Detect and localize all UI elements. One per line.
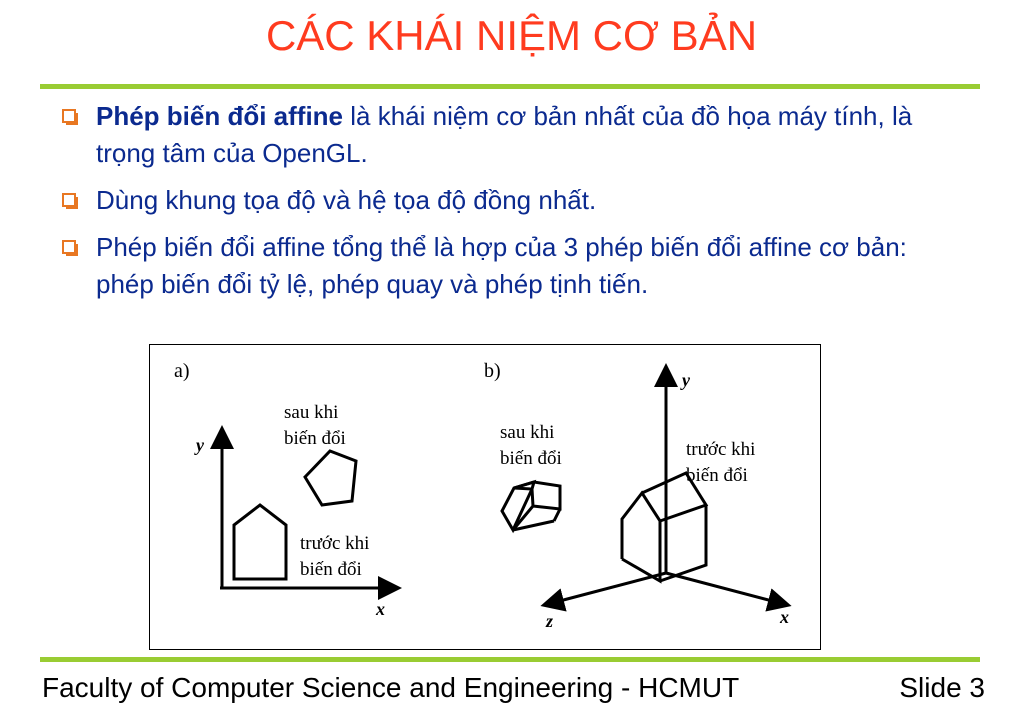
bullet-item bbox=[62, 182, 942, 219]
panel-a-x-label: x bbox=[376, 599, 385, 619]
panel-a-after-label: biến đổi bbox=[284, 428, 346, 449]
panel-b-x-label: x bbox=[780, 607, 789, 627]
panel-a-house-before bbox=[234, 505, 286, 579]
bullet-item bbox=[62, 98, 942, 172]
figure-drawing bbox=[150, 345, 822, 651]
panel-b-house-after bbox=[502, 482, 560, 530]
panel-b-before-label: trước khi bbox=[686, 439, 756, 460]
footer-faculty: Faculty of Computer Science and Engineering - HCMUT bbox=[42, 672, 740, 703]
panel-a-before-label: trước khi bbox=[300, 533, 370, 554]
panel-a-before-label: biến đổi bbox=[300, 559, 362, 580]
bullet-text: là khái niệm cơ bản nhất của đồ họa máy tính, là trọng tâm của OpenGL. bbox=[96, 101, 913, 168]
bullet-item bbox=[62, 229, 942, 303]
footer-slide-number: Slide 3 bbox=[899, 672, 985, 703]
top-divider bbox=[40, 84, 980, 89]
panel-a-after-label: sau khi bbox=[284, 402, 339, 423]
bullet-bold-term: Phép biến đổi affine bbox=[96, 101, 344, 131]
checkbox-bullet-icon bbox=[62, 240, 76, 254]
panel-b-label: b) bbox=[484, 360, 501, 382]
checkbox-bullet-icon bbox=[62, 109, 76, 123]
panel-b-before-label: biến đổi bbox=[686, 465, 748, 486]
panel-b-y-label: y bbox=[682, 370, 690, 390]
panel-b-z-axis bbox=[552, 573, 666, 603]
panel-b-x-axis bbox=[666, 573, 780, 603]
panel-b-house-before bbox=[622, 473, 706, 581]
bullet-text: Dùng khung tọa độ và hệ tọa độ đồng nhất. bbox=[96, 185, 597, 215]
panel-a-y-label: y bbox=[196, 435, 204, 455]
panel-b-z-label: z bbox=[546, 611, 554, 631]
slide-title: CÁC KHÁI NIỆM CƠ BẢN bbox=[265, 12, 758, 59]
panel-a-house-after bbox=[305, 451, 356, 505]
checkbox-bullet-icon bbox=[62, 193, 76, 207]
panel-b-after-label: sau khi bbox=[500, 422, 555, 443]
panel-b-after-label: biến đổi bbox=[500, 448, 562, 469]
bullet-list bbox=[62, 98, 942, 313]
bullet-text: Phép biến đổi affine tổng thể là hợp của 3 phép biến đổi affine cơ bản: phép biến đổi tỷ lệ, phép quay và phép tịnh tiến. bbox=[96, 232, 907, 299]
bottom-divider bbox=[40, 657, 980, 662]
panel-a-label: a) bbox=[174, 360, 190, 382]
transform-figure bbox=[149, 344, 821, 650]
